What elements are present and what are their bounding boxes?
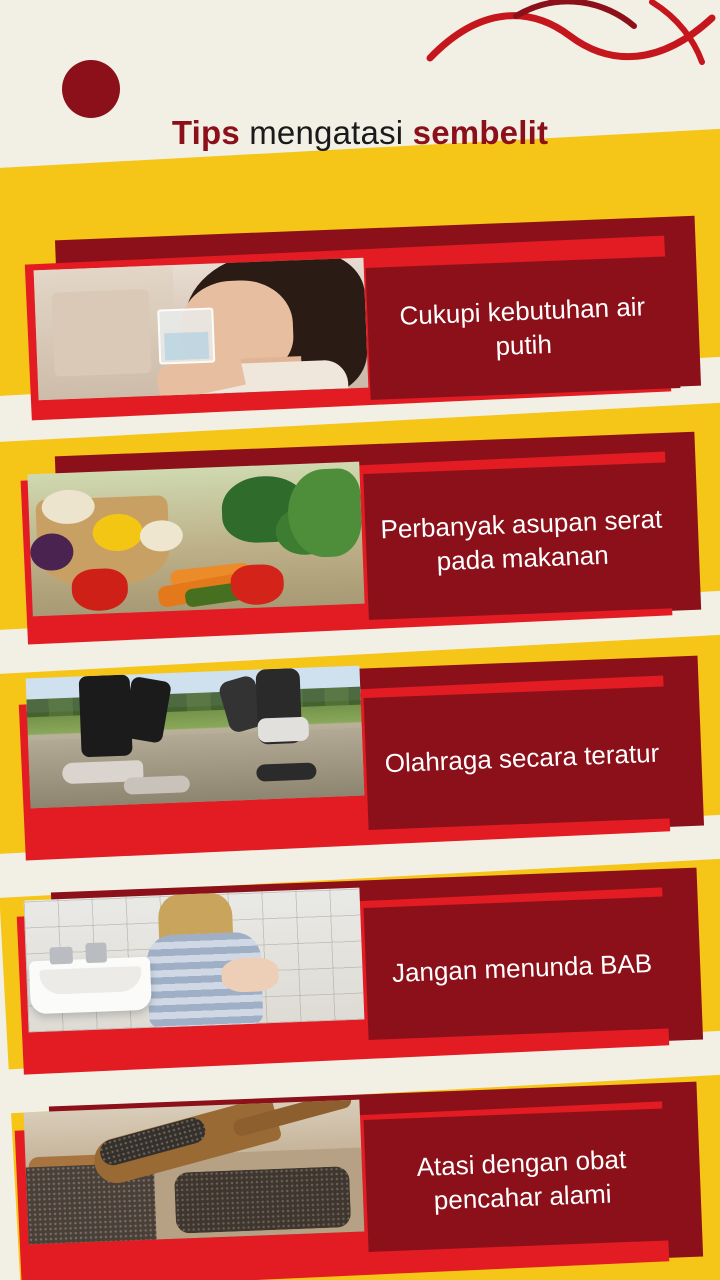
woman-drinking-water-photo — [34, 258, 369, 401]
tip-text-1: Cukupi kebutuhan air putih — [399, 291, 646, 362]
circle-decoration — [62, 60, 120, 118]
squiggle-decoration — [420, 0, 720, 90]
tip-text-5: Atasi dengan obat pencahar alami — [416, 1144, 627, 1216]
tip-panel-3 — [364, 686, 681, 830]
tip-text-3: Olahraga secara teratur — [384, 737, 660, 779]
tip-text-2: Perbanyak asupan serat pada makanan — [379, 503, 663, 577]
tip-row-3 — [0, 660, 720, 860]
title-part-2: mengatasi — [239, 114, 413, 151]
woman-in-bathroom-photo — [24, 888, 365, 1033]
tip-row-2 — [0, 440, 720, 650]
tip-panel-2 — [363, 462, 680, 620]
chia-seeds-photo — [24, 1100, 365, 1245]
fresh-vegetables-photo — [27, 462, 364, 617]
tip-panel-1 — [366, 256, 681, 400]
title-part-1: Tips — [171, 114, 240, 151]
people-running-photo — [26, 666, 365, 809]
tip-text-4: Jangan menunda BAB — [391, 948, 653, 988]
tip-row-1 — [0, 220, 720, 420]
tip-panel-5 — [364, 1108, 681, 1252]
title-part-3: sembelit — [412, 114, 549, 151]
page-title — [0, 112, 720, 154]
tip-row-5 — [0, 1090, 720, 1280]
tip-row-4 — [0, 876, 720, 1081]
tip-panel-4 — [364, 896, 681, 1040]
